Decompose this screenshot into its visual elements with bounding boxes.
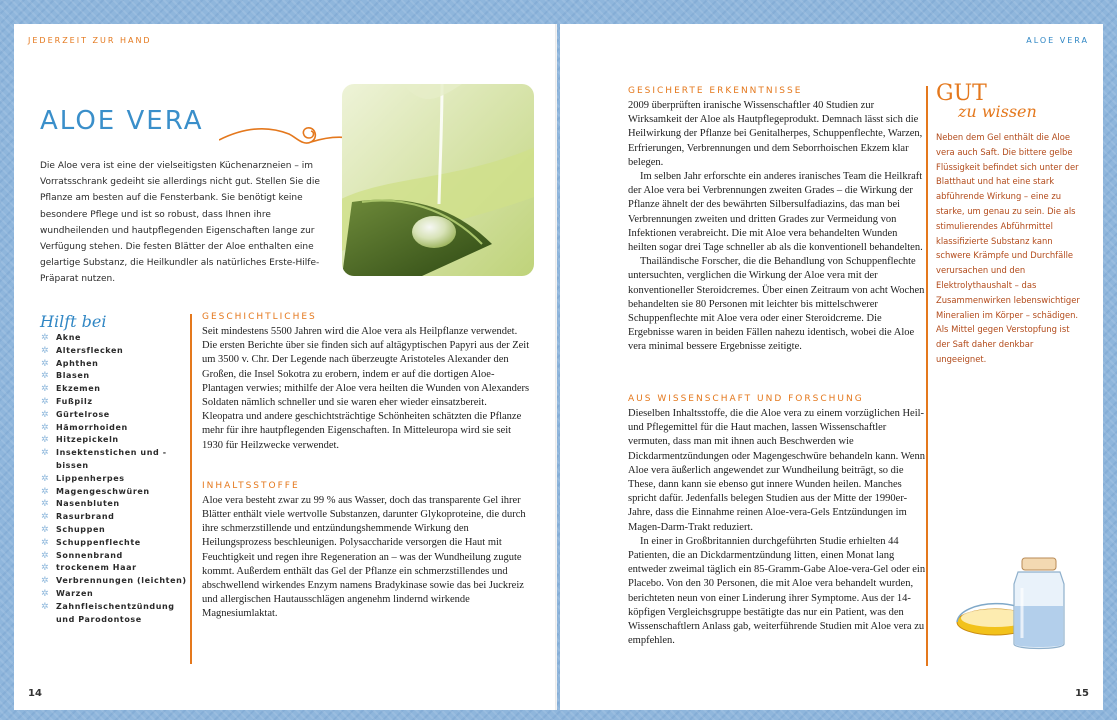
section-heading-gesicherte-erkenntnisse: GESICHERTE ERKENNTNISSE <box>628 86 803 96</box>
list-item: ✲ Akne <box>41 333 82 343</box>
list-item: ✲ Rasurbrand <box>41 512 115 523</box>
section-paragraph: Aloe vera besteht zwar zu 99 % aus Wasser, doch das transparente Gel ihrer Blätter enthält viele wertvolle Substanzen, darunter Glykoproteine, die durch ihre schmerzstillende und entzündungshemmende Wirkung den Heilungsprozess beschleunigen. Polysaccharide versorgen die Haut mit Feuchtigkeit und regen ihre Regeneration an – was der Wundheilung zugute kommt. Außerdem enthält das Gel der Pflanze ein schmerzstillendes und abschwellend wirkendes Enzym namens Bradykinase sowie das bei Juckreiz und allergischen Hautausschlägen angenehm lindernd wirkende Magnesiumlaktat. <box>202 494 526 620</box>
asterisk-icon: ✲ <box>41 396 50 407</box>
gut-zu-wissen-text: Neben dem Gel enthält die Aloe vera auch Saft. Die bittere gelbe Flüssigkeit befindet sich unter der Blatthaut und hat eine stark abführende Wirkung – eine zu starke, um genau zu sein. Die als stimulierendes Abführmittel klassifizierte Substanz kann schwere Krämpfe und Durchfälle verursachen und den Elektrolythaushalt – das Zusammenwirken lebenswichtiger Mineralien im Körper – schädigen. Als Mittel gegen Verstopfung ist der Saft daher denkbar ungeeignet. <box>936 132 1080 364</box>
zu-wissen-title: zu wissen <box>958 102 1037 121</box>
list-item: ✲ Hämorrhoiden <box>41 422 128 433</box>
section-heading-inhaltsstoffe: INHALTSSTOFFE <box>202 480 300 491</box>
section-paragraph: 2009 überprüften iranische Wissenschaftler 40 Studien zur Wirksamkeit der Aloe als Hautpflegeprodukt. Demnach lässt sich die Heilwirkung der Pflanze bei Genitalherpes, Schuppenflechte, Warzen, Erfrierungen, Verbrennungen und dem Seborrhoischen Ekzem klar belegen. <box>628 100 923 168</box>
list-item: ✲ Warzen <box>41 588 94 599</box>
list-item: ✲ Altersflecken <box>41 345 124 356</box>
running-head-left: JEDERZEIT ZUR HAND <box>28 36 152 45</box>
page-number-right: 15 <box>1075 688 1089 699</box>
list-item: ✲ Ekzemen <box>41 384 101 395</box>
asterisk-icon: ✲ <box>41 333 50 343</box>
gut-zu-wissen-box <box>936 81 1086 367</box>
intro-text: Die Aloe vera ist eine der vielseitigsten Küchenarzneien – im Vorratsschrank gedeiht sie allerdings nicht gut. Stellen Sie die Pflanze am besten auf die Fensterbank. Sie benötigt keine besondere Pflege und ist so robust, dass Ihnen ihre wundheilenden und hautpflegenden Eigenschaften lange zur Verfügung stehen. Die festen Blätter der Aloe enthalten eine gelartige Substanz, die Heilkundler als natürliches Erste-Hilfe-Präparat nutzen. <box>40 161 320 285</box>
section-paragraph: Dieselben Inhaltsstoffe, die die Aloe vera zu einem vorzüglichen Heil- und Pflegemittel für die Haut machen, lassen Wissenschaftler vermuten, dass man mit ihnen auch Beschwerden wie Dickdarmentzündungen oder Magengeschwüre behandeln kann. Wenn Aloe vera äußerlich angewendet zur Wundheilung beiträgt, so die These, dann kann sie ebenso gut innere Wunden heilen. Manches spricht dafür. Jedenfalls belegen Studien aus der Mitte der 1990er-Jahre, dass die Einnahme reinen Aloe-vera-Gels Entzündungen im Magen-Darm-Trakt reduziert. <box>628 408 925 533</box>
section-paragraph: In einer in Großbritannien durchgeführten Studie erhielten 44 Patienten, die an Dickdarmentzündung litten, einen Monat lang entweder zweimal täglich ein 85-Gramm-Gabe Aloe-vera-Gel oder ein Placebo. Von den 30 Personen, die mit Aloe vera behandelt wurden, berichteten neun von einer Linderung ihrer Symptome. Aus der 14-köpfigen Vergleichsgruppe bestätigte das nur ein Patient, was den Wissenschaftlern Anlass gab, weiterführende Studien mit Aloe vera zu empfehlen. <box>628 535 926 647</box>
list-item: ✲ Magengeschwüren <box>41 486 150 497</box>
list-item: ✲ Schuppen <box>41 524 106 535</box>
gel-jar-illustration <box>950 544 1080 654</box>
asterisk-icon: ✲ <box>41 576 50 587</box>
asterisk-icon: ✲ <box>41 448 50 459</box>
list-item: ✲ Gürtelrose <box>41 409 110 420</box>
asterisk-icon: ✲ <box>41 422 50 433</box>
section-paragraph: Seit mindestens 5500 Jahren wird die Aloe vera als Heilpflanze verwendet. Die ersten Berichte über sie finden sich auf altägyptischen Papyri aus der Zeit um 3500 v. Chr. Der Legende nach überzeugte Aristoteles Alexander den Großen, die Insel Sokotra zu erobern, indem er auf die dortigen Aloe-Plantagen verwies; mithilfe der Aloe vera heilten die Wunden von Alexanders Soldaten nämlich schneller und sie waren eher wieder einsatzbereit. Kleopatra und andere geschichtsträchtige Schönheiten schätzten die Pflanze mehr für ihre hautpflegenden Eigenschaften. In Mitteleuropa wird sie seit 1930 für Heilzwecke verwendet. <box>202 326 530 451</box>
section-heading-aus-wissenschaft: AUS WISSENSCHAFT UND FORSCHUNG <box>628 394 864 404</box>
asterisk-icon: ✲ <box>41 512 50 523</box>
sidebar-divider <box>926 86 928 666</box>
running-head-right: ALOE VERA <box>1026 36 1089 45</box>
page-title: ALOE VERA <box>40 106 204 136</box>
list-item: ✲ trockenem Haar <box>41 563 137 574</box>
asterisk-icon: ✲ <box>41 601 50 612</box>
list-item: ✲ Blasen <box>41 371 90 382</box>
list-item: ✲ Insektenstichen und -bissen <box>41 448 167 470</box>
list-item: ✲ Verbrennungen (leichten) <box>41 576 187 587</box>
asterisk-icon: ✲ <box>41 358 50 369</box>
list-item: ✲ Nasenbluten <box>41 499 120 510</box>
asterisk-icon: ✲ <box>41 563 50 574</box>
list-item: ✲ Fußpilz <box>41 396 93 407</box>
asterisk-icon: ✲ <box>41 550 50 561</box>
asterisk-icon: ✲ <box>41 371 50 382</box>
right-body-column-top <box>628 86 928 355</box>
list-item: ✲ Aphthen <box>41 358 99 369</box>
left-body-column <box>202 312 530 622</box>
asterisk-icon: ✲ <box>41 384 50 395</box>
asterisk-icon: ✲ <box>41 588 50 599</box>
list-item: ✲ Sonnenbrand <box>41 550 123 561</box>
section-paragraph: Im selben Jahr erforschte ein anderes iranisches Team die Heilkraft der Aloe vera bei Verbrennungen zweiten Grades – die Wirkung der Pflanze ähnelt der des bewährten Silbersulfadiazins, das man bei Verbrennungen zweiten und dritten Grades zur Vermeidung von Infektionen verabreicht. Die mit Aloe vera behandelten Wunden heilten sogar drei Tage schneller ab als die konventionell behandelten. <box>628 171 923 254</box>
page-number-left: 14 <box>28 688 42 699</box>
list-item: ✲ Hitzepickeln <box>41 435 119 446</box>
asterisk-icon: ✲ <box>41 524 50 535</box>
left-page <box>14 24 557 710</box>
hilft-bei-title: Hilft bei <box>40 312 107 331</box>
asterisk-icon: ✲ <box>41 537 50 548</box>
right-page <box>560 24 1103 710</box>
right-body-column-bottom <box>628 394 928 648</box>
asterisk-icon: ✲ <box>41 345 50 356</box>
swirl-ornament <box>219 116 349 156</box>
column-divider <box>190 314 192 664</box>
gut-title: GUT <box>936 81 987 106</box>
asterisk-icon: ✲ <box>41 486 50 497</box>
section-paragraph: Thailändische Forscher, die die Behandlung von Schuppenflechte untersuchten, verglichen die Wirkung der Aloe vera mit der konventioneller Steroidcremes. Über einen Zeitraum von acht Wochen behandelten sie 80 Personen mit leichter bis mittelschwerer Schuppenflechte mit Aloe vera oder einer Steroidcreme. Die Ergebnisse waren in beiden Fällen nahezu identisch, wobei die Aloe vera minimal bessere Ergebnisse zeitigte. <box>628 256 925 353</box>
section-heading-geschichtliches: GESCHICHTLICHES <box>202 312 317 322</box>
asterisk-icon: ✲ <box>41 435 50 446</box>
asterisk-icon: ✲ <box>41 409 50 420</box>
hilft-bei-list <box>40 332 190 626</box>
aloe-leaf-photo <box>342 84 534 276</box>
list-item: ✲ Zahnfleischentzündung und Parodontose <box>41 601 175 624</box>
asterisk-icon: ✲ <box>41 499 50 510</box>
asterisk-icon: ✲ <box>41 473 50 484</box>
list-item: ✲ Schuppenflechte <box>41 537 141 548</box>
list-item: ✲ Lippenherpes <box>41 473 125 484</box>
